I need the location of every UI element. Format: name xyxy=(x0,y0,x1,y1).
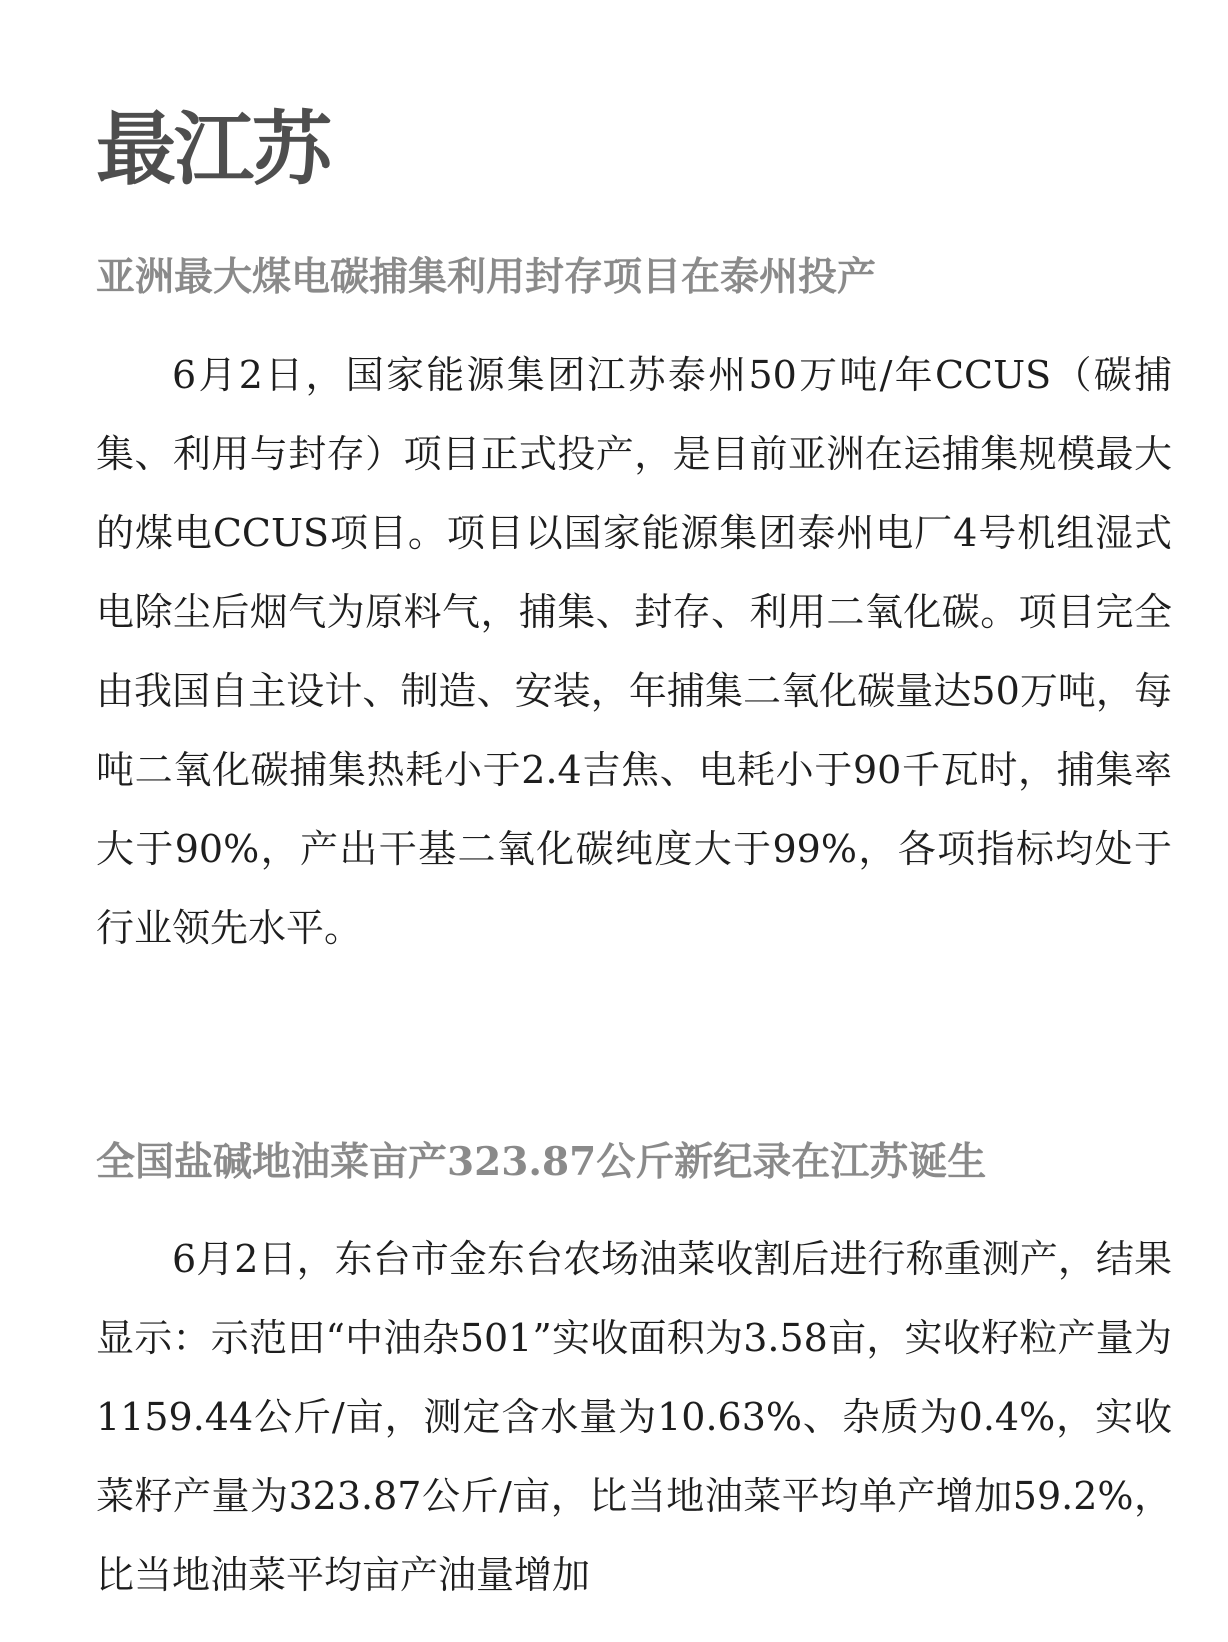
article-body: 6月2日，国家能源集团江苏泰州50万吨/年CCUS（碳捕集、利用与封存）项目正式投产，是目前亚洲在运捕集规模最大的煤电CCUS项目。项目以国家能源集团泰州电厂4号机组湿式电除尘后烟气为原料气，捕集、封存、利用二氧化碳。项目完全由我国自主设计、制造、安装，年捕集二氧化碳量达50万吨，每吨二氧化碳捕集热耗小于2.4吉焦、电耗小于90千瓦时，捕集率大于90%，产出干基二氧化碳纯度大于99%，各项指标均处于行业领先水平。 xyxy=(96,353,1172,950)
article-heading: 全国盐碱地油菜亩产323.87公斤新纪录在江苏诞生 xyxy=(96,1139,987,1185)
article-heading: 亚洲最大煤电碳捕集利用封存项目在泰州投产 xyxy=(96,254,877,300)
section-title: 最江苏 xyxy=(96,103,330,196)
article-body: 6月2日，东台市金东台农场油菜收割后进行称重测产，结果显示：示范田“中油杂501”实收面积为3.58亩，实收籽粒产量为1159.44公斤/亩，测定含水量为10.63%、杂质为0.4%，实收菜籽产量为323.87公斤/亩，比当地油菜平均单产增加59.2%，比当地油菜平均亩产油量增加 xyxy=(96,1237,1172,1597)
